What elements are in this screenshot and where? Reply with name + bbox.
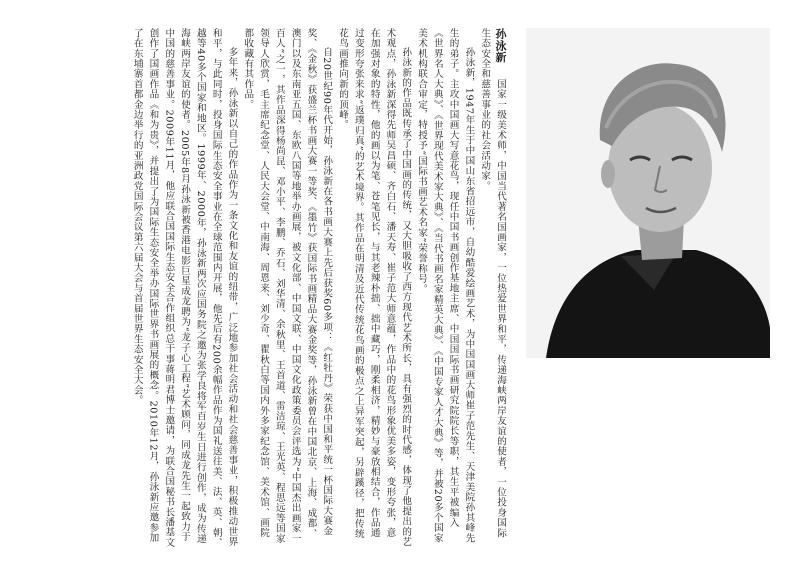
bio-paragraph-2: 孙泳新的作品既传承了中国画的传统，又大胆吸收了西方现代艺术所长，具有强烈的时代感，体现了他提出的艺术观点，孙泳新深得先师吴昌硕、齐白石、潘天寿、崔子范大师意蕴，作品中的花鸟形象优美多姿，变形夸张，意在加强对象的特性，他的画以为笔、苍笔见长，与其老辣朴拙、拙中藏巧，刚柔相济，精妙与豪放相结合，作品通过变形夸张来求“返璞归真”的艺术境界。其作品在明清及近代传统花鸟画的极点之上异军突起，另辟蹊径，把传统花鸟画推向新的顶峰。 (337, 28, 412, 547)
portrait-illustration (526, 28, 770, 358)
bio-paragraph-4: 多年来，孙泳新以自己的作品作为一条文化和友谊的纽带，广泛地参加社会活动和社会慈善事业，积极推动世界和平，与此同时，投身国际生态安全事业在全球范围内开展，他先后有200余幅作品作为国礼送往美、法、英、朝、越等40多个国家和地区。1999年、2000年，孙泳新两次应国务院之邀为张学良将军百岁生日进行创作，成为传递海峡两岸友谊的使者。2005年8月孙泳新被香港电影巨星成龙聘为“龙子心工程”艺术顾问，同成龙先生一起致力于中国的慈善事业。2009年11月，他应联合国国际生态安全合作组织总干事蒋明君博士邀请，为联合国秘书长潘基文创作了国画作品《和为贵》，并提出了为国际生态安全举办国际世界书画展的概念。2010年12月，孙泳新应邀参加了在东埔寨首都金边举行的亚洲政党国际会议第六届大会与首届世界生态安全大会。 (131, 28, 238, 548)
intro-paragraph (476, 28, 508, 548)
bio-paragraph-1: 孙泳新，1947年生于中国山东省招远市，自幼酷爱绘画艺术，为中国国画大师崔子范先生、天津美院孙其峰先生的弟子。主攻中国画大写意花鸟，现任中国书画创作基地主席、中国国际书画研究院院长等职，其生平被编入《世界名人大典》、《世界现代美术家大典》、《当代书画名家精英大典》、《中国专家人才大典》等，并被20多个国家美术机构联合审定，特授予“国际书画艺术名家”荣誉称号。 (416, 28, 475, 544)
artist-name: 孙泳新 (494, 28, 507, 63)
intro-text: 国家一级美术师，中国当代著名国画家，一位热爱世界和平，传递海峡两岸友谊的使者，一位投身国际生态安全和慈善事业的社会活动家。 (479, 28, 506, 539)
bio-paragraph-3: 自20世纪90年代开始，孙泳新在各书画大赛上先后获奖60多项：《红牡丹》荣获中国和平统一杯国际大赛金奖、《金秋》获盛兰杯书画大赛一等奖、《墨竹》获国际书画精品大赛金奖等，孙泳新曾在中国北京、上海、成都、澳门以及东南亚五国、东欧八国等地举办画展，被文化部、中国文联、中国文化政策委员会评选为“中国杰出画家一百人”之一，其作品深得杨尚昆、邓小平、李鹏、乔石、刘华清、余秋里、王首道、雷洁琼、王光英、程思远等国家领导人欣赏，毛主席纪念堂、人民大会堂、中南海、周恩来、刘少奇、瞿秋白等国内外多家纪念馆、美术馆、画院都收藏有其作品。 (242, 28, 333, 544)
biography-text (28, 28, 508, 548)
portrait-photo (526, 28, 770, 358)
